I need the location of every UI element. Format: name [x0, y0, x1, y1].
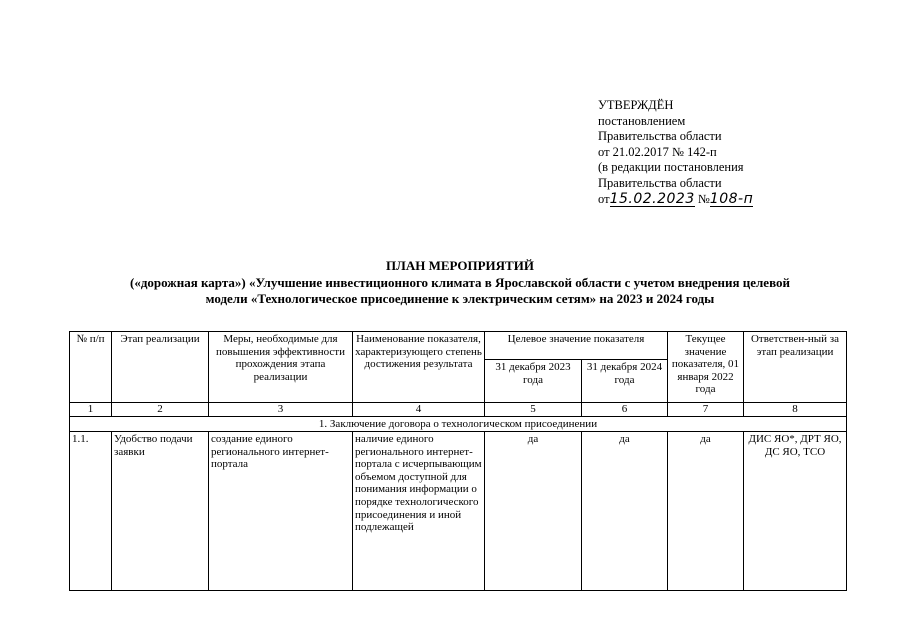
approval-line-decree: постановлением — [598, 113, 686, 128]
header-current: Текущее значение показателя, 01 января 2022 года — [668, 332, 744, 403]
approval-line-edition: (в редакции постановления — [598, 160, 744, 175]
column-number: 8 — [744, 403, 847, 417]
row-indicator: наличие единого регионального интернет-портала с исчерпывающим объемом доступной для понимания информации о порядке технологического присоединения и иной подлежащей — [353, 432, 485, 591]
column-number: 1 — [70, 403, 112, 417]
column-number: 3 — [209, 403, 353, 417]
title-line-3: модели «Технологическое присоединение к электрическим сетям» на 2023 и 2024 годы — [205, 291, 715, 306]
section-heading: 1. Заключение договора о технологическом присоединении — [70, 417, 847, 432]
approval-line-approved: УТВЕРЖДЁН — [598, 98, 674, 112]
row-target-2024: да — [582, 432, 668, 591]
row-num: 1.1. — [70, 432, 112, 591]
approval-line-date-number: от 21.02.2017 № 142-п — [598, 144, 717, 159]
column-number-row — [70, 403, 847, 417]
column-number: 2 — [112, 403, 209, 417]
row-stage: Удобство подачи заявки — [112, 432, 209, 591]
handwritten-date: 15.02.2023 — [609, 190, 695, 207]
header-target-2024: 31 декабря 2024 года — [582, 360, 668, 403]
header-target: Целевое значение показателя — [485, 332, 668, 360]
column-number: 5 — [485, 403, 582, 417]
column-number: 6 — [582, 403, 668, 417]
approval-line-government: Правительства области — [598, 129, 722, 144]
header-indicator: Наименование показателя, характеризующего степень достижения результата — [353, 332, 485, 403]
approval-stamp — [598, 98, 753, 207]
revision-prefix: от — [598, 191, 610, 206]
header-stage: Этап реализации — [112, 332, 209, 403]
row-responsible: ДИС ЯО*, ДРТ ЯО, ДС ЯО, ТСО — [744, 432, 847, 591]
header-target-2023: 31 декабря 2023 года — [485, 360, 582, 403]
row-current: да — [668, 432, 744, 591]
approval-line-revision — [598, 192, 753, 208]
column-number: 4 — [353, 403, 485, 417]
row-measures: создание единого регионального интернет-портала — [209, 432, 353, 591]
column-number: 7 — [668, 403, 744, 417]
row-target-2023: да — [485, 432, 582, 591]
section-row — [70, 417, 847, 432]
title-line-1: ПЛАН МЕРОПРИЯТИЙ — [386, 258, 534, 273]
revision-number-sign: № — [697, 191, 710, 206]
document-title — [60, 258, 860, 308]
header-responsible: Ответствен-ный за этап реализации — [744, 332, 847, 403]
table-header-row — [70, 332, 847, 360]
table-row — [70, 432, 847, 591]
handwritten-number: 108-п — [709, 190, 754, 207]
measures-table — [69, 331, 847, 591]
header-num: № п/п — [70, 332, 112, 403]
header-measures: Меры, необходимые для повышения эффективности прохождения этапа реализации — [209, 332, 353, 403]
approval-line-government-2: Правительства области — [598, 175, 722, 190]
title-line-2: («дорожная карта») «Улучшение инвестиционного климата в Ярославской области с учетом внедрения целевой — [129, 274, 790, 290]
